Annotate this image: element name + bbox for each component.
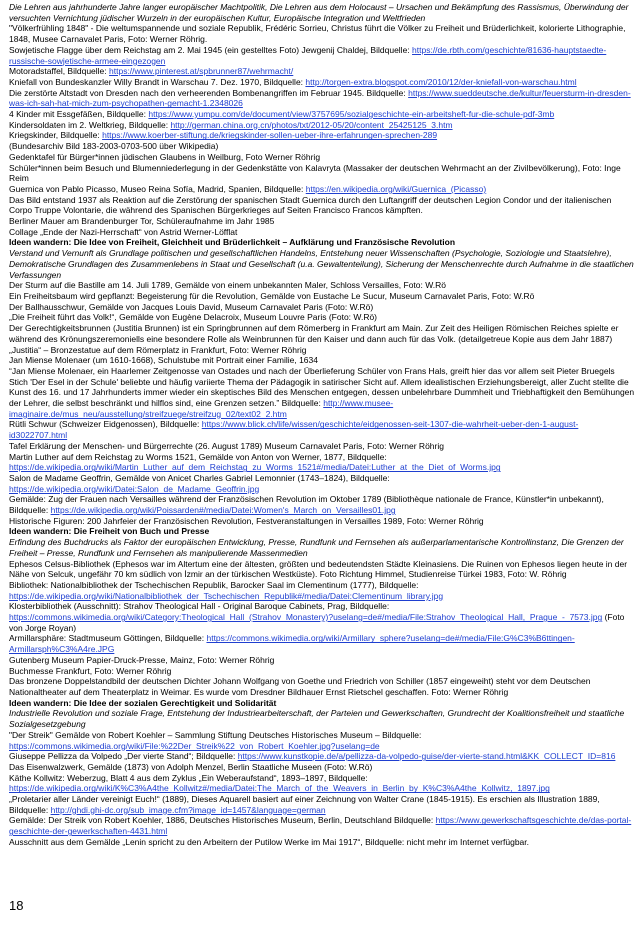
caption-text: Buchmesse Frankfurt, Foto: Werner Röhrig: [9, 665, 172, 676]
caption-entry: [9, 837, 635, 848]
caption-text: Bibliothek: Nationalbibliothek der Tschechischen Republik, Barocker Saal im Clementinum (1777), Bildquelle:: [9, 579, 419, 590]
caption-text: Verstand und Vernunft als Grundlage politischen und gesellschaftlichen Handelns, Entstehung neuer Wissenschaften (Psychologie, Soziologie und Staatslehre), Demokratische Grundlagen des Zusammenlebens in Staat und Gesellschaft (u.a. Gewaltenteilung), Sicherung der Menschenrechte durch Aufnahme in die staatlichen Verfassungen: [9, 248, 634, 280]
caption-entry: [9, 494, 635, 515]
caption-text: Die zerstörte Altstadt von Dresden nach den verheerenden Bombenangriffen im Februar 1945. Bildquelle:: [9, 87, 409, 98]
section-heading: [9, 526, 635, 537]
page-number: 18: [9, 898, 24, 913]
caption-text: Berliner Mauer am Brandenburger Tor, Schüleraufnahme im Jahr 1985: [9, 216, 275, 227]
source-link[interactable]: https://commons.wikimedia.org/wiki/Category:Theological_Hall_(Strahov_Monastery)?uselang=de#/media/File:Strahov_Theological_Hall,_Prague_-_7573.jpg: [9, 612, 603, 623]
caption-text: (Foto von Jorge Royan): [9, 612, 625, 633]
caption-text: Guernica von Pablo Picasso, Museo Reina Sofía, Madrid, Spanien, Bildquelle:: [9, 183, 306, 194]
section-summary: [9, 248, 635, 280]
caption-entry: [9, 88, 635, 109]
caption-entry: [9, 152, 635, 163]
source-link[interactable]: http://torgen-extra.blogspot.com/2010/12/der-kniefall-von-warschau.html: [305, 76, 577, 87]
caption-entry: [9, 666, 635, 677]
caption-entry: [9, 130, 635, 141]
caption-entry: [9, 452, 635, 473]
caption-text: Ausschnitt aus dem Gemälde „Lenin spricht zu den Arbeitern der Putilow Werke im Mai 1917“, Bildquelle: nicht mehr im Internet verfügbar.: [9, 836, 530, 847]
caption-entry: [9, 216, 635, 227]
caption-entry: [9, 109, 635, 120]
caption-entry: [9, 751, 635, 762]
caption-text: "Völkerfrühling 1848" - Die weltumspannende und soziale Republik, Frédéric Sorrieu, Christus führt die Völker zu Freiheit und Brüderlichkeit, kolorierte Lithographie, 1848, Musee Carnavalet Paris, Foto: Werner Röhrig.: [9, 23, 626, 45]
caption-text: Sowjetische Flagge über dem Reichstag am 2. Mai 1945 (ein gestelltes Foto) Jewgenij Chaldej, Bildquelle:: [9, 44, 413, 55]
source-link[interactable]: https://de.rbth.com/geschichte/81636-hauptstaedte-russische-sowjetische-armee-eingezogen: [9, 44, 607, 66]
caption-text: Schüler*innen beim Besuch und Blumenniederlegung in der Gedenkstätte von Kalavryta (Massaker der deutschen Wehrmacht an der Zivilbevölkerung), Foto: Inge Reim: [9, 162, 621, 184]
caption-text: „Die Freiheit führt das Volk!“, Gemälde von Eugène Delacroix, Museum Louvre Paris (Foto: W.Rö): [9, 312, 378, 323]
caption-text: Der Gerechtigkeitsbrunnen (Justitia Brunnen) ist ein Springbrunnen auf dem Römerberg in Frankfurt am Main. Zur Zeit des Heiligen Römischen Reiches spielte er während des Krönungszeremoniells eine besondere Rolle als Weinbrunnen für den Kaiser und dann auch für das Volk. (detailgetreue Kopie aus dem Jahr 1887) „Justitia“ – Bronzestatue auf dem Römerplatz in Frankfurt, Foto: Werner Röhrig: [9, 323, 619, 355]
caption-entry: [9, 163, 635, 184]
caption-entry: [9, 773, 635, 794]
caption-text: Erfindung des Buchdrucks als Faktor der europäischen Entwicklung, Presse, Rundfunk und Fernsehen als außerparlamentarische Kontrollinstanz, Die Grenzen der Freiheit – Presse, Rundfunk und Fernsehen als manipulierende Massenmedien: [9, 537, 624, 558]
caption-entry: [9, 23, 635, 44]
caption-entry: [9, 195, 635, 216]
caption-text: Gemälde: Der Streik von Robert Koehler, 1886, Deutsches Historisches Museum, Berlin, Deutschland Bildquelle:: [9, 815, 436, 826]
caption-entry: [9, 355, 635, 366]
caption-text: Käthe Kollwitz: Weberzug, Blatt 4 aus dem Zyklus „Ein Weberaufstand“, 1893–1897, Bildquelle:: [9, 772, 368, 783]
source-link[interactable]: https://de.wikipedia.org/wiki/K%C3%A4the_Kollwitz#/media/Datei:The_March_of_the_Weavers_in_Berlin_by_K%C3%A4the_Kollwitz,_1897.jpg: [9, 783, 550, 794]
caption-entry: [9, 227, 635, 238]
caption-text: Jan Miense Molenaer (um 1610-1668), Schulstube mit Portrait einer Familie, 1634: [9, 355, 318, 366]
caption-text: Armillarsphäre: Stadtmuseum Göttingen, Bildquelle:: [9, 633, 207, 644]
caption-text: Industrielle Revolution und soziale Frage, Entstehung der Industriearbeiterschaft, der Parteien und Gewerkschaften, Grundrecht der Koalitionsfreiheit und staatliche Sozialgesetzgebung: [9, 708, 625, 730]
source-link[interactable]: https://www.blick.ch/life/wissen/geschichte/eidgenossen-seit-1307-die-wahrheit-ueber-den-1-august-id3022707.html: [9, 419, 579, 441]
caption-text: Giuseppe Pellizza da Volpedo „Der vierte Stand“; Bildquelle:: [9, 751, 238, 762]
source-link[interactable]: https://www.kunstkopie.de/a/pellizza-da-volpedo-guise/der-vierte-stand.html&KK_COLLECT_ID=816: [237, 751, 616, 762]
caption-text: Ein Freiheitsbaum wird gepflanzt: Begeisterung für die Revolution, Gemälde von Eustache Le Sucur, Museum Carnavalet Paris, Foto: W.Rö: [9, 290, 535, 301]
caption-text: "Der Streik" Gemälde von Robert Koehler – Sammlung Stiftung Deutsches Historisches Museum – Bildquelle:: [9, 729, 422, 740]
caption-entry: [9, 473, 635, 494]
caption-text: Martin Luther auf dem Reichstag zu Worms 1521, Gemälde von Anton von Werner, 1877, Bildquelle:: [9, 451, 387, 462]
caption-entry: [9, 676, 635, 697]
caption-text: Gedenktafel für Bürger*innen jüdischen Glaubens in Weilburg, Foto Werner Röhrig: [9, 151, 321, 162]
caption-text: Collage „Ende der Nazi-Herrschaft“ von Astrid Werner-Löfflat: [9, 226, 238, 237]
caption-text: Die Lehren aus jahrhunderte Jahre langer europäischer Machtpolitik, Die Lehren aus dem Holocaust – Ursachen und Bekämpfung des Rassismus, Überwindung der versuchten Vernichtung jüdischer Wurzeln in der europäischen Kultur, Europäische Integration und Weltfrieden: [9, 2, 629, 23]
section-summary: [9, 708, 635, 729]
source-link[interactable]: http://ghdi.ghi-dc.org/sub_image.cfm?image_id=1457&language=german: [50, 804, 326, 815]
caption-entry: [9, 815, 635, 836]
document-body: [9, 2, 635, 848]
caption-entry: [9, 66, 635, 77]
caption-entry: [9, 77, 635, 88]
caption-entry: [9, 762, 635, 773]
caption-text: Kniefall von Bundeskanzler Willy Brandt in Warschau 7. Dez. 1970, Bildquelle:: [9, 76, 306, 87]
caption-text: Der Ballhausschwur, Gemälde von Jacques Louis David, Museum Carnavalet Paris (Foto: W.Rö): [9, 301, 374, 312]
source-link[interactable]: https://en.wikipedia.org/wiki/Guernica_(Picasso): [305, 183, 487, 194]
caption-entry: [9, 184, 635, 195]
caption-text: Tafel Erklärung der Menschen- und Bürgerrechte (26. August 1789) Museum Carnavalet Paris, Foto: Werner Röhrig: [9, 440, 444, 451]
caption-entry: [9, 312, 635, 323]
source-link[interactable]: https://commons.wikimedia.org/wiki/Armillary_sphere?uselang=de#/media/File:G%C3%B6ttingen-Armillarsph%C3%A4re.JPG: [9, 633, 575, 655]
source-link[interactable]: https://de.wikipedia.org/wiki/Nationalbibliothek_der_Tschechischen_Republik#/media/Datei:Clementinum_library.jpg: [9, 590, 444, 601]
caption-entry: [9, 291, 635, 302]
caption-text: (Bundesarchiv Bild 183-2003-0703-500 über Wikipedia): [9, 141, 219, 152]
caption-text: Ideen wandern: Die Freiheit von Buch und Presse: [9, 526, 210, 537]
caption-text: Gutenberg Museum Papier-Druck-Presse, Mainz, Foto: Werner Röhrig: [9, 654, 275, 665]
caption-entry: [9, 516, 635, 527]
source-link[interactable]: https://commons.wikimedia.org/wiki/File:%22Der_Streik%22_von_Robert_Koehler.jpg?uselang=de: [9, 740, 380, 751]
caption-text: Kindersoldaten im 2. Weltkrieg, Bildquelle:: [9, 119, 171, 130]
caption-entry: [9, 366, 635, 420]
caption-text: 4 Kinder mit Essgefäßen, Bildquelle:: [9, 109, 149, 120]
caption-text: Motoradstaffel, Bildquelle:: [9, 66, 110, 77]
caption-entry: [9, 655, 635, 666]
caption-text: Der Sturm auf die Bastille am 14. Juli 1789, Gemälde von einem unbekannten Maler, Schloss Versailles, Foto: W.Rö: [9, 280, 447, 291]
source-link[interactable]: http://www.musee-imaginaire.de/mus_neu/ausstellung/streifzuege/streifzug_02/text02_2.htm: [9, 398, 394, 419]
caption-entry: [9, 141, 635, 152]
caption-text: Gemälde: Zug der Frauen nach Versailles während der Französischen Revolution im Oktober 1789 (Bibliothèque nationale de France, Künstler*in unbekannt), Bildquelle:: [9, 494, 604, 516]
source-link[interactable]: https://de.wikipedia.org/wiki/Datei:Salon_de_Madame_Geoffrin.jpg: [9, 483, 260, 494]
section-heading: [9, 698, 635, 709]
source-link[interactable]: http://german.china.org.cn/photos/txt/2012-05/20/content_25425125_3.htm: [170, 119, 453, 130]
source-link[interactable]: https://www.yumpu.com/de/document/view/3757695/sozialgeschichte-ein-arbeitsheft-fur-die-schule-pdf-3mb: [148, 109, 555, 120]
source-link[interactable]: https://www.sueddeutsche.de/kultur/feuersturm-in-dresden-was-ich-sah-hat-mich-zum-psychopathen-gemacht-1.2348026: [9, 87, 631, 109]
caption-text: Kriegskinder, Bildquelle:: [9, 130, 103, 141]
caption-entry: [9, 601, 635, 633]
caption-entry: [9, 323, 635, 355]
caption-entry: [9, 280, 635, 291]
caption-text: Ephesos Celsus-Bibliothek (Ephesos war im Altertum eine der ältesten, größten und bedeutendsten Städte Kleinasiens. Die Ruinen von Ephesos liegen heute in der Nähe von Selcuk, ungefähr 70 km südlich von İzmir an der türkischen Westküste). Foto Richtung Himmel, Studienreise Türkei 1983, Foto: W. Röhrig: [9, 558, 628, 580]
caption-text: Das Eisenwalzwerk, Gemälde (1873) von Adolph Menzel, Berlin Staatliche Museen (Foto: W.Rö): [9, 761, 373, 772]
caption-entry: [9, 45, 635, 66]
caption-text: Rütli Schwur (Schweizer Eidgenossen), Bildquelle:: [9, 419, 202, 430]
caption-entry: [9, 580, 635, 601]
source-link[interactable]: https://www.pinterest.at/spbrunner87/wehrmacht/: [109, 66, 294, 77]
caption-text: Klosterbibliothek (Ausschnitt): Strahov Theological Hall - Original Baroque Cabinets, Prag, Bildquelle:: [9, 601, 390, 612]
source-link[interactable]: https://de.wikipedia.org/wiki/Poissarden#/media/Datei:Women's_March_on_Versailles01.jpg: [50, 505, 396, 516]
caption-entry: [9, 559, 635, 580]
caption-entry: [9, 633, 635, 654]
caption-entry: [9, 730, 635, 751]
caption-entry: [9, 441, 635, 452]
caption-entry: [9, 302, 635, 313]
caption-text: Ideen wandern: Die Idee der sozialen Gerechtigkeit und Solidarität: [9, 697, 277, 708]
source-link[interactable]: https://www.gewerkschaftsgeschichte.de/das-portal-geschichte-der-gewerkschaften-4431.html: [9, 815, 632, 837]
caption-entry: [9, 794, 635, 815]
source-link[interactable]: https://www.koerber-stiftung.de/kriegskinder-sollen-ueber-ihre-erfahrungen-sprechen-289: [102, 130, 438, 141]
caption-text: Historische Figuren: 200 Jahrfeier der Französischen Revolution, Festveranstaltungen in Versailles 1989, Foto: Werner Röhrig: [9, 515, 484, 526]
caption-text: Salon de Madame Geoffrin, Gemälde von Anicet Charles Gabriel Lemonnier (1743–1824), Bildquelle:: [9, 472, 390, 483]
caption-text: Das bronzene Doppelstandbild der deutschen Dichter Johann Wolfgang von Goethe und Friedrich von Schiller (1857 eingeweiht) steht vor dem Deutschen Nationaltheater auf dem Theaterplatz in Weimar. Es wurde vom Dresdner Bildhauer Ernst Rietschel geschaffen. Foto: Werner Röhrig: [9, 676, 591, 697]
caption-text: „Proletarier aller Länder vereinigt Euch!“ (1889), Dieses Aquarell basiert auf einer Zeichnung von Walter Crane (1845-1915). Es erschien als Illustration 1889, Bildquelle:: [9, 794, 600, 815]
caption-text: Ideen wandern: Die Idee von Freiheit, Gleichheit und Brüderlichkeit – Aufklärung und Französische Revolution: [9, 237, 456, 248]
caption-entry: [9, 120, 635, 131]
section-summary: [9, 2, 635, 23]
caption-text: Das Bild entstand 1937 als Reaktion auf die Zerstörung der spanischen Stadt Guernica durch den Luftangriff der deutschen Legion Condor und der italienischen Corpo Truppe Volontarie, die während des Spanischen Bürgerkrieges auf Seiten Francisco Francos kämpften.: [9, 194, 612, 216]
caption-entry: [9, 419, 635, 440]
source-link[interactable]: https://de.wikipedia.org/wiki/Martin_Luther_auf_dem_Reichstag_zu_Worms_1521#/media/Datei:Luther_at_the_Diet_of_Worms.jpg: [9, 462, 501, 473]
caption-text: “Jan Miense Molenaer, ein Haarlemer Zeitgenosse van Ostades und nach der Überlieferung Schüler von Frans Hals, greift hier das vor allem seit Pieter Bruegels Stich 'Der Esel in der Schule' beliebte und häufig variierte Thema der Pädagogik in satirischer Sicht auf. Allem idealistischen Erziehungsbereigt, aller Zucht stellte die Kunst des 16. und 17 Jahrhunderts immer wieder ein skeptisches Bild des Menschen entgegen, dessen unbelehrbare Dummheit und Triebhaftigkeit den Bemühungen der Lehrer, die selbst beschränkt und hilflos sind, eine Grenzen setzen.” Bildquelle:: [9, 365, 635, 409]
section-heading: [9, 237, 635, 248]
section-summary: [9, 537, 635, 558]
